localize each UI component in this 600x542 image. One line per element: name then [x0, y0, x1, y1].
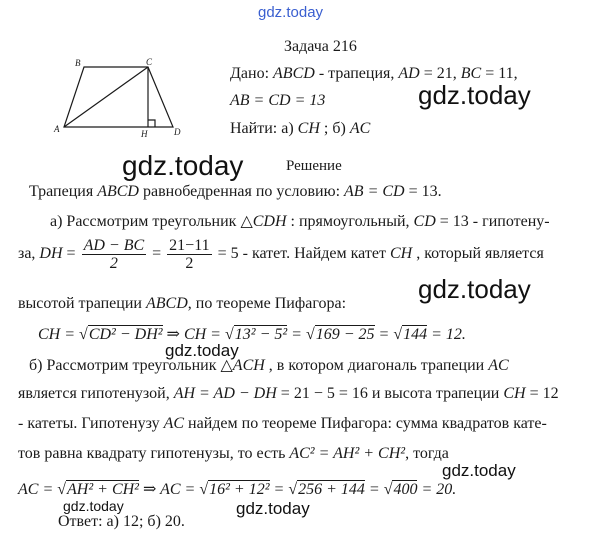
- right-angle-mark: [148, 120, 155, 127]
- fraction-21-11: $\frac{21-11}{2}$: [169, 237, 210, 272]
- watermark-top: gdz.today: [258, 4, 324, 21]
- paragraph-2: а) Рассмотрим треугольник △CDH : прямоугольный, CD = 13 - гипотену-: [50, 213, 550, 230]
- label-b: B: [75, 58, 81, 68]
- paragraph-5: б) Рассмотрим треугольник △ACH , в котором диагональ трапеции AC: [29, 357, 509, 374]
- formula-ac: AC = √AH² + CH² ⇒ AC = √16² + 12² = √256 + 144 = √400 = 20.: [18, 481, 457, 498]
- formula-ch: CH = √CD² − DH² ⇒ CH = √13² − 5² = √169 − 25 = √144 = 12.: [38, 326, 466, 343]
- diagonal-ac: [64, 67, 148, 127]
- watermark-right-3: gdz.today: [442, 461, 516, 480]
- label-h: H: [141, 129, 148, 139]
- trapezoid-figure: [48, 55, 198, 140]
- given-line-1: Дано: ABCD - трапеция, AD = 21, BC = 11,: [230, 65, 518, 82]
- paragraph-1: Трапеция ABCD равнобедренная по условию: AB = CD = 13.: [29, 183, 442, 200]
- paragraph-6: является гипотенузой, AH = AD − DH = 21 − 5 = 16 и высота трапеции CH = 12: [18, 385, 559, 402]
- label-d: D: [174, 127, 181, 137]
- label-a: A: [54, 124, 60, 134]
- paragraph-3-fraction-line: за, DH = $\frac{AD - BC}{2}$ = $\frac{21-11}{2}$ = 5 - катет. Найдем катет CH , который является: [18, 237, 544, 272]
- paragraph-4: высотой трапеции ABCD, по теореме Пифагора:: [18, 295, 347, 312]
- label-c: C: [146, 57, 153, 67]
- problem-title: Задача 216: [284, 38, 357, 55]
- watermark-right-2: gdz.today: [418, 274, 531, 304]
- watermark-left-1: gdz.today: [122, 150, 244, 181]
- trapezoid-outline: [64, 67, 173, 127]
- watermark-mid: gdz.today: [165, 341, 239, 360]
- watermark-right-1: gdz.today: [418, 80, 531, 110]
- solution-header: Решение: [286, 158, 342, 174]
- answer-line: Ответ: а) 12; б) 20.: [58, 513, 185, 530]
- paragraph-8: тов равна квадрату гипотенузы, то есть AC² = AH² + CH², тогда: [18, 445, 449, 462]
- watermark-bottom-left: gdz.today: [63, 498, 124, 514]
- given-line-2: AB = CD = 13: [230, 92, 326, 109]
- watermark-bottom-mid: gdz.today: [236, 499, 310, 518]
- find-line: Найти: а) CH ; б) AC: [230, 120, 371, 137]
- paragraph-7: - катеты. Гипотенузу AC найдем по теореме Пифагора: сумма квадратов кате-: [18, 415, 547, 432]
- fraction-ad-bc: $\frac{AD - BC}{2}$: [83, 237, 145, 272]
